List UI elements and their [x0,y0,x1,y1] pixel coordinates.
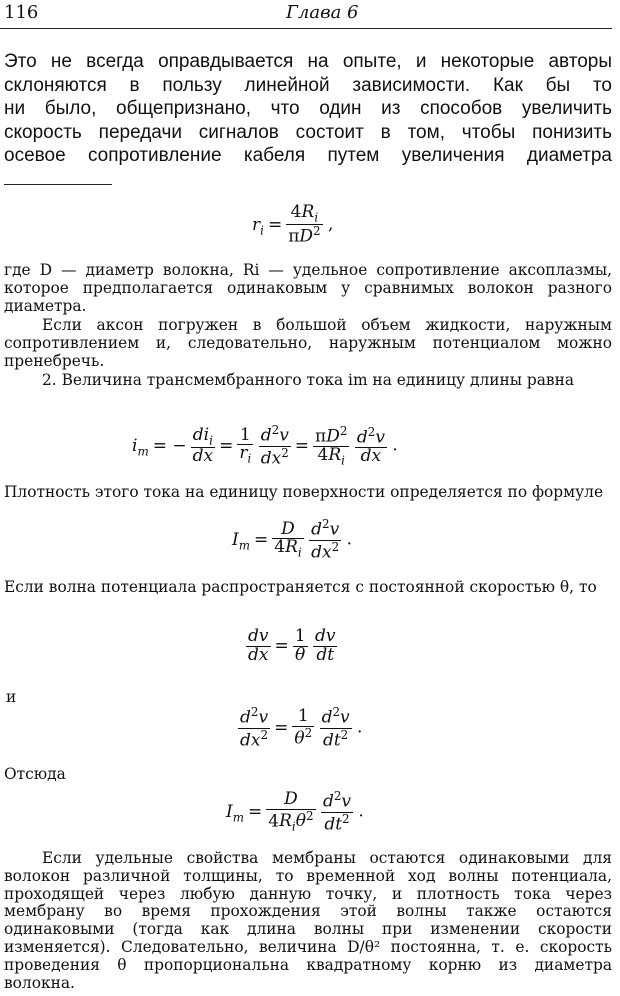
equation-2: $i_m$ = − $di_i$ dx = $\frac{1}{r_i}$ $\frac{d^2v}{dx^2}$ = $\frac{\pi D^2}{4R_i}$ $\frac{d^2v}{dx}$ . [132,423,398,469]
paragraph-axon: Если аксон погружен в большой объем жидкости, наружным сопротивлением и, следовательно, наружным потенциалом можно пренебречь. [4,316,612,370]
paragraph-top [4,50,612,168]
paragraph-item-2: 2. Величина трансмембранного тока im на единицу длины равна [42,371,574,389]
equation-4: $\frac{dv}{dx}$ = $\frac{1}{\theta}$ $\frac{dv}{dt}$ [248,626,336,665]
header-rule [0,28,612,29]
paragraph-top-line: склоняются в пользу линейной зависимости. Как бы то [4,74,612,96]
equation-3: $I_m$ = $\frac{D}{4R_i}$ $\frac{d^2v}{dx^2}$ . [232,517,352,563]
paragraph-top-line: ни было, общепризнано, что один из способов увеличить [4,98,612,120]
equation-6: $I_m$ = D $4R_i\theta^2$ $\frac{d^2v}{dt^2}$ . [226,788,364,835]
equation-1-text [0,0,1,1]
page-number: 116 [4,2,39,23]
paragraph-where: где D — диаметр волокна, Ri — удельное сопротивление аксоплазмы, которое предполагается одинаковым у сравнимых волокон разного диаметра. [4,261,612,315]
equation-1: $r_i$ = $\frac{4R_i}{\pi D^2}$ , [252,202,334,247]
paragraph-final: Если удельные свойства мембраны остаются одинаковыми для волокон различной толщины, то временной ход волны потенциала, проходящей через любую данную точку, и плотность тока через мембрану во время прохождения этой волны также остаются одинаковыми (тогда как длина волны при изменении скорости изменяется). Следовательно, величина D/θ² постоянна, т. е. скорость проведения θ пропорциональна квадратному корню из диаметра волокна. [4,849,612,992]
equation-5: $\frac{d^2v}{dx^2}$ = $\frac{1}{\theta^2}$ $\frac{d^2v}{dt^2}$ . [240,705,363,751]
paragraph-density: Плотность этого тока на единицу поверхности определяется по формуле [4,483,604,501]
short-rule [4,184,112,185]
paragraph-top-line: осевое сопротивление кабеля путем увеличения диаметра [4,145,612,167]
word-hence: Отсюда [4,765,66,783]
paragraph-wave: Если волна потенциала распространяется с постоянной скоростью θ, то [4,578,597,596]
chapter-title: Глава 6 [286,2,359,23]
paragraph-top-line: скорость передачи сигналов состоит в том, чтобы понизить [4,121,612,143]
word-and: и [6,688,17,706]
paragraph-top-line: Это не всегда оправдывается на опыте, и некоторые авторы [4,51,612,72]
